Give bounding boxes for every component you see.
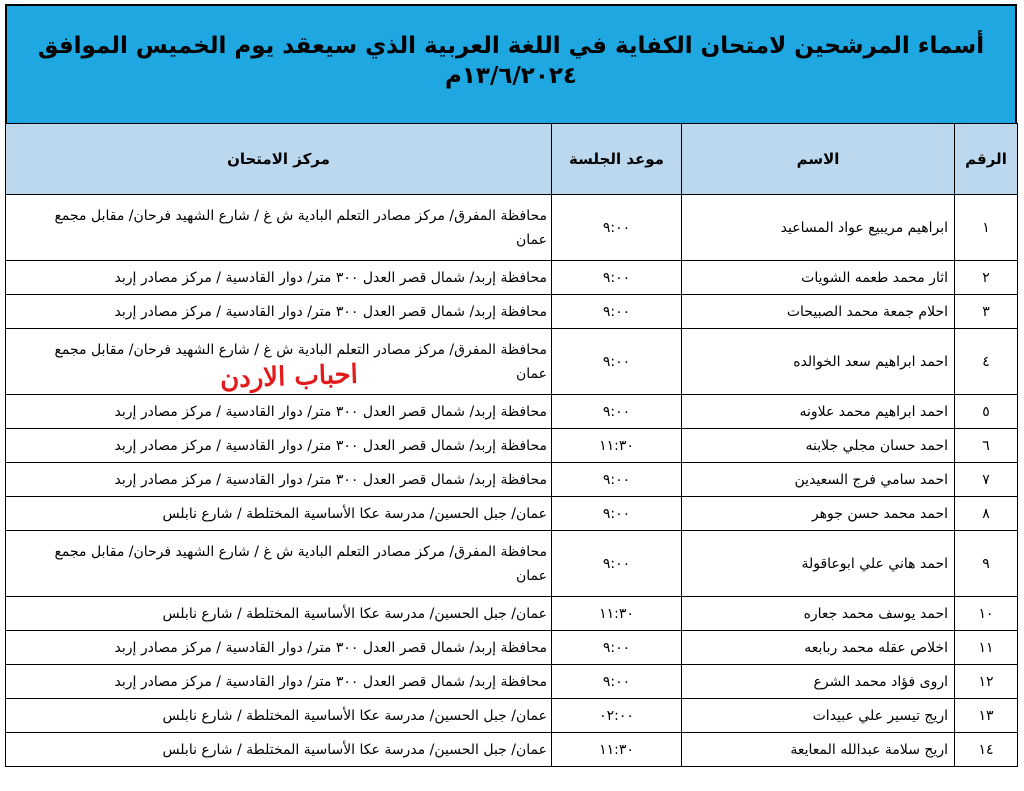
session-time: ٩:٠٠	[552, 195, 682, 261]
candidate-name: احمد ابراهيم سعد الخوالده	[682, 329, 955, 395]
header-exam-center: مركز الامتحان	[6, 124, 552, 195]
exam-center	[6, 699, 552, 733]
exam-center	[6, 597, 552, 631]
exam-center-line-1: محافظة إربد/ شمال قصر العدل ٣٠٠ متر/ دوار القادسية / مركز مصادر إربد	[114, 269, 547, 286]
session-time: ٠٢:٠٠	[552, 699, 682, 733]
row-number: ٢	[955, 261, 1018, 295]
row-number: ٥	[955, 395, 1018, 429]
table-row	[6, 195, 1018, 261]
table-row	[6, 531, 1018, 597]
row-number: ١٢	[955, 665, 1018, 699]
table-row	[6, 261, 1018, 295]
exam-center-line-1: محافظة إربد/ شمال قصر العدل ٣٠٠ متر/ دوار القادسية / مركز مصادر إربد	[114, 303, 547, 320]
candidate-name: اروى فؤاد محمد الشرع	[682, 665, 955, 699]
candidates-table	[5, 123, 1018, 767]
exam-center	[6, 733, 552, 767]
exam-center-line-1: عمان/ جبل الحسين/ مدرسة عكا الأساسية المختلطة / شارع نابلس	[162, 605, 547, 622]
candidate-name: احمد يوسف محمد جعاره	[682, 597, 955, 631]
exam-center	[6, 261, 552, 295]
table-row	[6, 733, 1018, 767]
candidate-name: ابراهيم مريبيع عواد المساعيد	[682, 195, 955, 261]
table-row	[6, 631, 1018, 665]
exam-center	[6, 195, 552, 261]
header-session-time: موعد الجلسة	[552, 124, 682, 195]
exam-center-line-1: عمان/ جبل الحسين/ مدرسة عكا الأساسية المختلطة / شارع نابلس	[162, 505, 547, 522]
table-row	[6, 665, 1018, 699]
row-number: ٣	[955, 295, 1018, 329]
candidate-name: اريج سلامة عبدالله المعايعة	[682, 733, 955, 767]
exam-center-line-1: محافظة إربد/ شمال قصر العدل ٣٠٠ متر/ دوار القادسية / مركز مصادر إربد	[114, 437, 547, 454]
session-time: ٩:٠٠	[552, 295, 682, 329]
session-time: ٩:٠٠	[552, 395, 682, 429]
header-name: الاسم	[682, 124, 955, 195]
exam-center-line-2: عمان	[516, 365, 547, 382]
session-time: ١١:٣٠	[552, 429, 682, 463]
exam-center-line-2: عمان	[516, 231, 547, 248]
watermark-text: احباب الاردن	[219, 359, 359, 395]
session-time: ٩:٠٠	[552, 463, 682, 497]
candidate-name: اريج تيسير علي عبيدات	[682, 699, 955, 733]
row-number: ٧	[955, 463, 1018, 497]
exam-center	[6, 631, 552, 665]
session-time: ٩:٠٠	[552, 261, 682, 295]
title-banner	[5, 4, 1017, 125]
session-time: ٩:٠٠	[552, 631, 682, 665]
exam-center-line-1: عمان/ جبل الحسين/ مدرسة عكا الأساسية المختلطة / شارع نابلس	[162, 741, 547, 758]
session-time: ٩:٠٠	[552, 497, 682, 531]
candidate-name: احمد محمد حسن جوهر	[682, 497, 955, 531]
candidate-name: احلام جمعة محمد الصبيحات	[682, 295, 955, 329]
exam-center-line-2: عمان	[516, 567, 547, 584]
row-number: ١	[955, 195, 1018, 261]
session-time: ٩:٠٠	[552, 329, 682, 395]
exam-center	[6, 531, 552, 597]
row-number: ٩	[955, 531, 1018, 597]
row-number: ١٤	[955, 733, 1018, 767]
exam-center-line-1: محافظة إربد/ شمال قصر العدل ٣٠٠ متر/ دوار القادسية / مركز مصادر إربد	[114, 403, 547, 420]
candidate-name: اخلاص عقله محمد ربابعه	[682, 631, 955, 665]
row-number: ١٠	[955, 597, 1018, 631]
exam-center	[6, 497, 552, 531]
table-row	[6, 463, 1018, 497]
table-row	[6, 429, 1018, 463]
candidate-name: احمد ابراهيم محمد علاونه	[682, 395, 955, 429]
table-header-row	[6, 124, 1018, 195]
table-row	[6, 597, 1018, 631]
row-number: ٤	[955, 329, 1018, 395]
session-time: ٩:٠٠	[552, 665, 682, 699]
exam-center-line-1: محافظة إربد/ شمال قصر العدل ٣٠٠ متر/ دوار القادسية / مركز مصادر إربد	[114, 673, 547, 690]
document-sheet	[5, 4, 1017, 767]
exam-center	[6, 429, 552, 463]
row-number: ٦	[955, 429, 1018, 463]
candidate-name: احمد هاني علي ابوعاقولة	[682, 531, 955, 597]
table-row	[6, 395, 1018, 429]
row-number: ٨	[955, 497, 1018, 531]
document-title: أسماء المرشحين لامتحان الكفاية في اللغة العربية الذي سيعقد يوم الخميس الموافق	[37, 33, 985, 59]
session-time: ٩:٠٠	[552, 531, 682, 597]
exam-center-line-1: محافظة المفرق/ مركز مصادر التعلم البادية ش غ / شارع الشهيد فرحان/ مقابل مجمع	[54, 207, 547, 224]
table-row	[6, 329, 1018, 395]
exam-center	[6, 665, 552, 699]
exam-center	[6, 463, 552, 497]
exam-center-line-1: محافظة المفرق/ مركز مصادر التعلم البادية ش غ / شارع الشهيد فرحان/ مقابل مجمع	[54, 341, 547, 358]
table-row	[6, 699, 1018, 733]
exam-center-line-1: عمان/ جبل الحسين/ مدرسة عكا الأساسية المختلطة / شارع نابلس	[162, 707, 547, 724]
row-number: ١١	[955, 631, 1018, 665]
table-row	[6, 295, 1018, 329]
exam-center	[6, 395, 552, 429]
header-number: الرقم	[955, 124, 1018, 195]
table-body	[6, 195, 1018, 767]
row-number: ١٣	[955, 699, 1018, 733]
session-time: ١١:٣٠	[552, 597, 682, 631]
candidate-name: احمد سامي فرج السعيدين	[682, 463, 955, 497]
candidate-name: اثار محمد طعمه الشويات	[682, 261, 955, 295]
exam-center-line-1: محافظة إربد/ شمال قصر العدل ٣٠٠ متر/ دوار القادسية / مركز مصادر إربد	[114, 639, 547, 656]
table-row	[6, 497, 1018, 531]
candidate-name: احمد حسان مجلي جلابنه	[682, 429, 955, 463]
session-time: ١١:٣٠	[552, 733, 682, 767]
exam-center-line-1: محافظة المفرق/ مركز مصادر التعلم البادية ش غ / شارع الشهيد فرحان/ مقابل مجمع	[54, 543, 547, 560]
exam-center	[6, 295, 552, 329]
document-date: ١٣/٦/٢٠٢٤م	[445, 63, 577, 89]
exam-center-line-1: محافظة إربد/ شمال قصر العدل ٣٠٠ متر/ دوار القادسية / مركز مصادر إربد	[114, 471, 547, 488]
